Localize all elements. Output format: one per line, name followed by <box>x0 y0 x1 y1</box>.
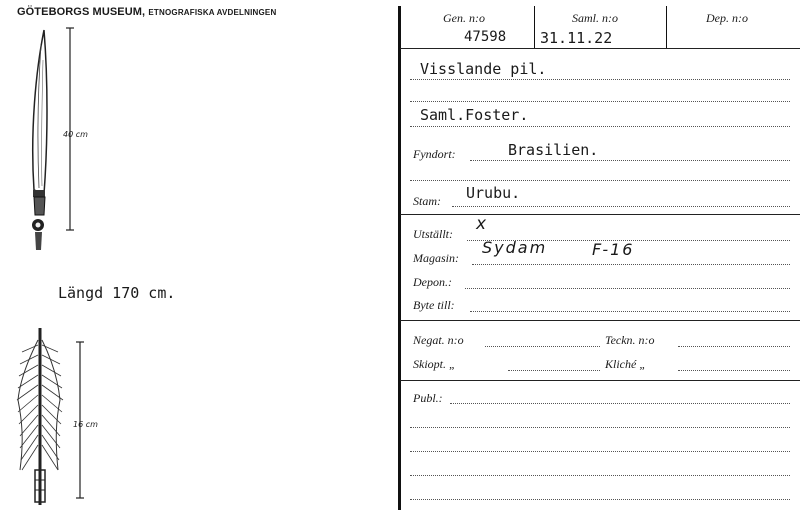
header-rule <box>400 48 800 49</box>
dotted-line <box>410 427 790 428</box>
utstallt-value: x <box>476 214 489 234</box>
dotted-line <box>410 451 790 452</box>
dotted-line <box>410 126 790 127</box>
byte-label: Byte till: <box>413 298 455 312</box>
dotted-line <box>678 346 790 347</box>
dotted-line <box>678 370 790 371</box>
dotted-line <box>470 160 790 161</box>
utstallt-label: Utställt: <box>413 227 454 241</box>
section-rule-3 <box>400 380 800 381</box>
dotted-line <box>485 346 600 347</box>
scale-bar-top <box>66 28 74 230</box>
section-rule-2 <box>400 320 800 321</box>
magasin-shelf: F-16 <box>592 240 635 259</box>
saml-label: Saml. n:o <box>572 11 618 25</box>
kliche-label: Kliché „ <box>605 357 646 371</box>
dep-label: Dep. n:o <box>706 11 748 25</box>
dotted-line <box>410 499 790 500</box>
magasin-value: Sydam <box>482 238 548 257</box>
saml-value: 31.11.22 <box>540 29 613 47</box>
gen-label: Gen. n:o <box>443 11 485 25</box>
section-rule-1 <box>400 214 800 215</box>
dotted-line <box>410 180 790 181</box>
skiopt-label: Skiopt. „ <box>413 357 456 371</box>
gen-value: 47598 <box>464 29 507 45</box>
dotted-line <box>410 79 790 80</box>
stam-label: Stam: <box>413 194 441 208</box>
teckn-label: Teckn. n:o <box>605 333 655 347</box>
dotted-line <box>452 206 790 207</box>
dotted-line <box>472 264 790 265</box>
collection-line: Saml.Foster. <box>420 106 529 124</box>
dotted-line <box>410 101 790 102</box>
card-left-border <box>398 6 401 510</box>
dotted-line <box>450 403 790 404</box>
scale-label-top: 40 cm <box>63 130 88 139</box>
header-divider-1 <box>534 6 535 48</box>
arrowhead-drawing <box>32 30 47 250</box>
dotted-line <box>410 475 790 476</box>
header-divider-2 <box>666 6 667 48</box>
arrow-illustrations <box>0 0 395 513</box>
title-line: Visslande pil. <box>420 60 547 78</box>
negat-label: Negat. n:o <box>413 333 464 347</box>
fyndort-value: Brasilien. <box>508 141 599 159</box>
stam-value: Urubu. <box>466 184 521 202</box>
fyndort-label: Fyndort: <box>413 147 456 161</box>
scale-label-bottom: 16 cm <box>73 420 98 429</box>
dotted-line <box>470 311 790 312</box>
dotted-line <box>465 288 790 289</box>
fletching-drawing <box>17 328 63 505</box>
publ-label: Publ.: <box>413 391 443 405</box>
museum-name: GÖTEBORGS MUSEUM, <box>17 6 146 18</box>
magasin-label: Magasin: <box>413 251 459 265</box>
dotted-line <box>508 370 600 371</box>
department-name: ETNOGRAFISKA AVDELNINGEN <box>148 8 277 17</box>
depon-label: Depon.: <box>413 275 452 289</box>
length-text: Längd 170 cm. <box>58 284 176 302</box>
